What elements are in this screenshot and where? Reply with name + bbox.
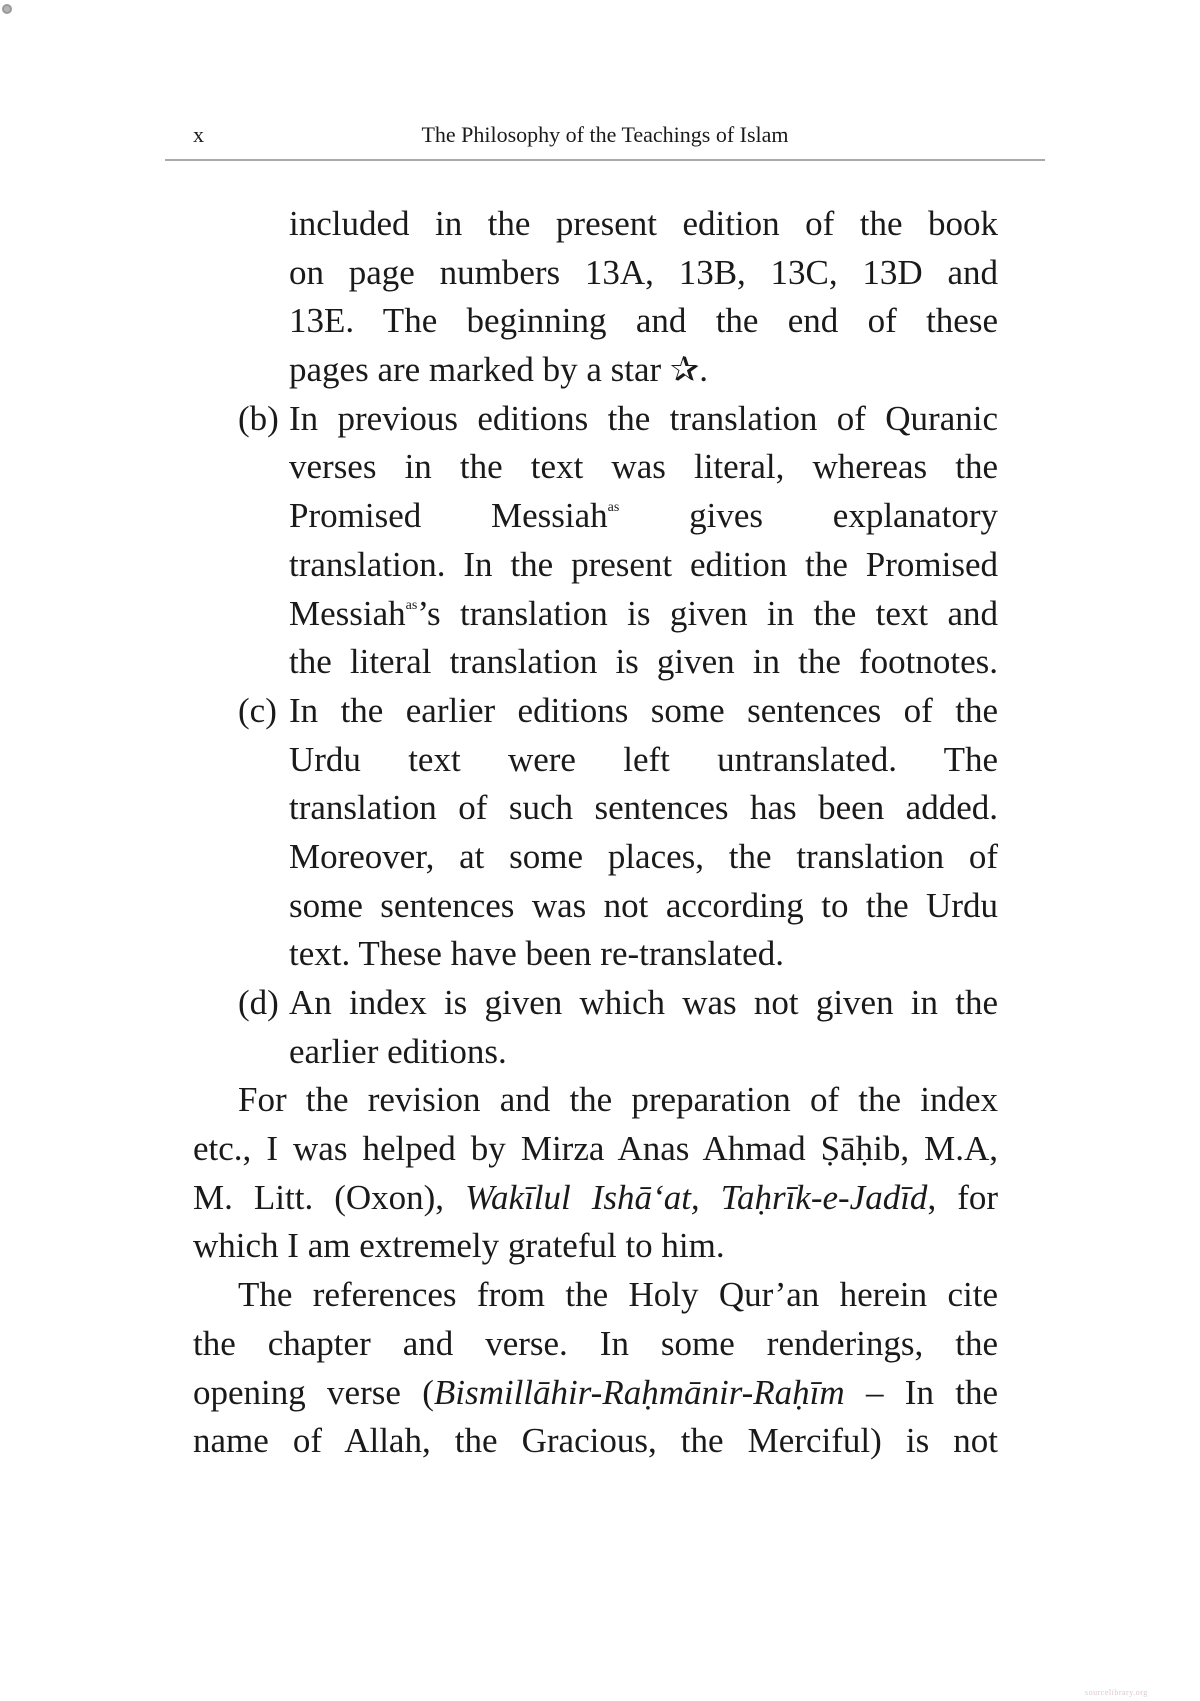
text-line: M. Litt. (Oxon), Wakīlul Ishā‘at, Taḥrīk-e-Jadīd, for	[193, 1177, 999, 1217]
list-item-c	[193, 687, 998, 979]
text-line: 13E. The beginning and the end of these	[289, 301, 998, 341]
list-label: (c)	[238, 690, 277, 730]
text-line: which I am extremely grateful to him.	[193, 1226, 725, 1266]
italic-title: Wakīlul Ishā‘at, Taḥrīk-e-Jadīd	[465, 1177, 928, 1217]
text-line: Urdu text were left untranslated. The	[289, 739, 998, 779]
text-line: etc., I was helped by Mirza Anas Ahmad Ṣāḥib, M.A,	[193, 1129, 998, 1169]
list-item-b	[193, 395, 998, 687]
text-line: translation of such sentences has been added.	[289, 788, 998, 828]
text-line: The references from the Holy Qur’an herein cite	[238, 1275, 998, 1315]
paragraph-references	[193, 1271, 998, 1466]
corner-scan-mark	[2, 4, 12, 14]
text-line: pages are marked by a star ✰.	[289, 350, 709, 390]
list-item-d	[193, 979, 998, 1076]
text-line: In previous editions the translation of Quranic	[289, 398, 998, 438]
text-line: Moreover, at some places, the translation of	[289, 836, 998, 876]
page-number: x	[193, 122, 204, 147]
text-line: For the revision and the preparation of the index	[238, 1080, 998, 1120]
text-line: An index is given which was not given in the	[289, 983, 998, 1022]
page-body	[193, 200, 998, 1466]
watermark: sourcelibrary.org	[1085, 1688, 1148, 1697]
running-title: The Philosophy of the Teachings of Islam	[421, 122, 789, 147]
text-line: text. These have been re-translated.	[289, 934, 784, 974]
list-label: (b)	[238, 398, 279, 438]
superscript: as	[405, 597, 418, 613]
paragraph-acknowledgement	[193, 1076, 998, 1271]
text-line: Messiah$^{as}$’s translation is given in the text and	[289, 593, 998, 633]
list-item-a-continuation	[193, 200, 998, 395]
text-line: on page numbers 13A, 13B, 13C, 13D and	[289, 252, 998, 292]
text-line: name of Allah, the Gracious, the Merciful) is not	[193, 1421, 998, 1461]
text-line: included in the present edition of the book	[289, 204, 998, 243]
text-line: the literal translation is given in the footnotes.	[289, 642, 998, 682]
text-line: the chapter and verse. In some renderings, the	[193, 1323, 998, 1363]
text-line: verses in the text was literal, whereas the	[289, 447, 998, 487]
running-head	[165, 122, 1045, 156]
text-line: translation. In the present edition the Promised	[289, 544, 998, 584]
text-line: opening verse (Bismillāhir-Raḥmānir-Raḥīm – In the	[193, 1372, 998, 1412]
text-line: In the earlier editions some sentences of the	[289, 690, 998, 730]
list-label: (d)	[238, 983, 279, 1022]
superscript: as	[607, 500, 620, 516]
text-line: some sentences was not according to the Urdu	[289, 885, 998, 925]
text-line: earlier editions.	[289, 1031, 507, 1071]
text-line: Promised Messiah$^{as}$ gives explanatory	[289, 496, 998, 536]
italic-verse: Bismillāhir-Raḥmānir-Raḥīm	[433, 1372, 845, 1412]
header-rule	[165, 159, 1045, 161]
